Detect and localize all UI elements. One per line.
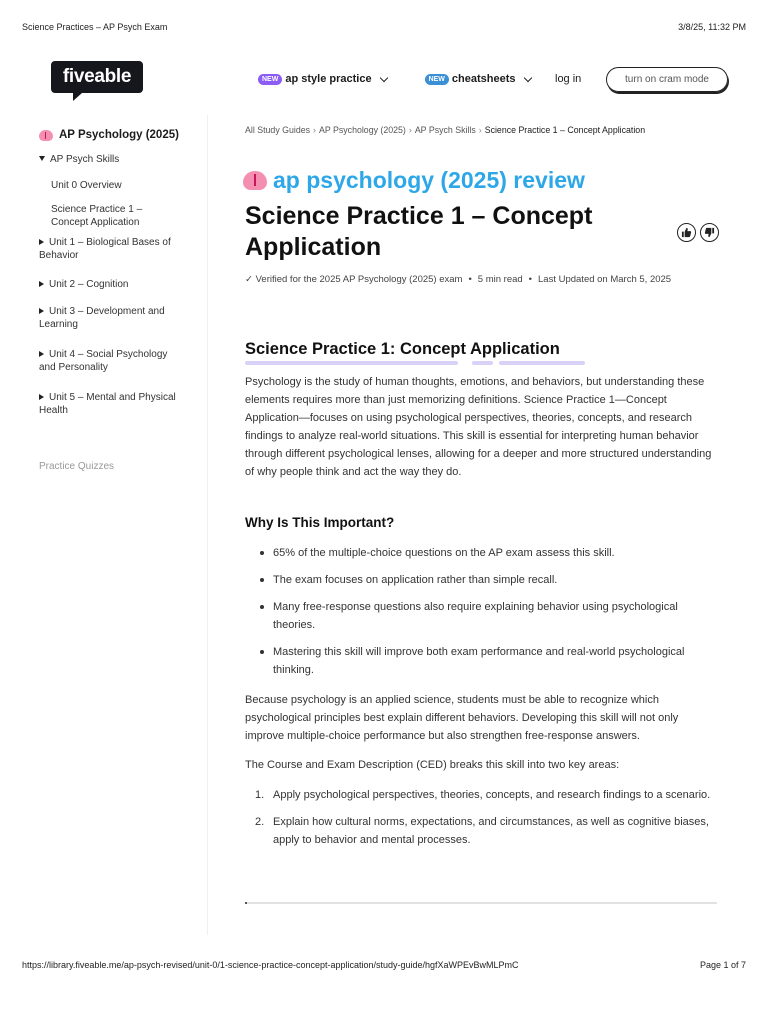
unit-label: Unit 3 – Development and Learning xyxy=(39,306,165,330)
breadcrumb xyxy=(245,125,717,135)
separator-dot: • xyxy=(468,274,472,285)
subheading-why-important: Why Is This Important? xyxy=(245,515,395,530)
brain-icon xyxy=(39,130,53,141)
list-item-text: Apply psychological perspectives, theories, concepts, and research findings to a scenario. xyxy=(273,789,711,801)
list-item xyxy=(255,786,717,804)
thumbs-down-icon xyxy=(704,227,715,238)
chevron-down-icon xyxy=(523,73,531,81)
section-label: AP Psych Skills xyxy=(50,154,120,165)
list-number: 1. xyxy=(255,789,265,801)
sidebar xyxy=(0,115,208,935)
list-item: The exam focuses on application rather than simple recall. xyxy=(259,571,717,589)
read-time: 5 min read xyxy=(477,274,523,285)
caret-right-icon xyxy=(39,351,44,357)
sidebar-course-title[interactable] xyxy=(39,129,179,141)
chevron-right-icon: › xyxy=(313,125,316,135)
print-url: https://library.fiveable.me/ap-psych-revised/unit-0/1-science-practice-concept-application/study-guide/hgfXaWPEvBwMLPmC xyxy=(22,960,519,970)
check-icon: ✓ xyxy=(245,274,253,285)
course-title-label: AP Psychology (2025) xyxy=(59,129,179,141)
section-divider xyxy=(245,902,717,904)
nav-ap-style-practice[interactable] xyxy=(258,73,387,85)
logo-text: fiveable xyxy=(62,66,132,87)
caret-down-icon xyxy=(39,156,45,161)
thumbs-down-button[interactable] xyxy=(700,223,719,242)
section-heading: Science Practice 1: Concept Application xyxy=(245,340,560,358)
new-badge: NEW xyxy=(425,74,449,85)
verified-text: Verified for the 2025 AP Psychology (2025) exam xyxy=(255,274,463,285)
breadcrumb-link[interactable]: AP Psychology (2025) xyxy=(318,125,406,135)
sidebar-item-science-practice-1[interactable]: Science Practice 1 – Concept Application xyxy=(51,204,143,228)
list-item xyxy=(255,813,717,849)
kicker-text: ap psychology (2025) review xyxy=(273,167,585,193)
chevron-down-icon xyxy=(379,73,387,81)
sidebar-item-unit-5[interactable] xyxy=(39,391,184,417)
cram-mode-button[interactable]: turn on cram mode xyxy=(606,67,728,92)
article xyxy=(245,125,717,846)
breadcrumb-current: Science Practice 1 – Concept Application xyxy=(484,125,646,135)
list-item-text: Explain how cultural norms, expectations, and circumstances, as well as cognitive biases, apply to behavior and mental processes. xyxy=(273,816,709,846)
ced-key-areas-list xyxy=(255,786,717,849)
fiveable-logo[interactable] xyxy=(51,61,143,93)
thumbs-up-button[interactable] xyxy=(677,223,696,242)
sidebar-section-ap-psych-skills[interactable] xyxy=(39,153,119,166)
caret-right-icon xyxy=(39,394,44,400)
sidebar-item-unit-1[interactable] xyxy=(39,236,184,262)
importance-list xyxy=(259,544,717,679)
sidebar-item-unit-2[interactable] xyxy=(39,278,184,291)
print-datetime: 3/8/25, 11:32 PM xyxy=(678,22,746,32)
new-badge: NEW xyxy=(258,74,282,85)
applied-science-paragraph: Because psychology is an applied science, students must be able to recognize which psychological principles best explain different behaviors. Developing this skill will not only improve multiple-choice performance but also strengthen free-response answers. xyxy=(245,694,679,742)
article-meta xyxy=(245,274,671,285)
caret-right-icon xyxy=(39,308,44,314)
list-item: Mastering this skill will improve both exam performance and real-world psychological thinking. xyxy=(259,643,717,679)
nav-cheatsheets[interactable] xyxy=(425,73,531,85)
separator-dot: • xyxy=(528,274,532,285)
print-page-number: Page 1 of 7 xyxy=(699,960,746,970)
unit-label: Unit 5 – Mental and Physical Health xyxy=(39,392,176,416)
unit-label: Unit 2 – Cognition xyxy=(49,279,129,290)
unit-label: Unit 1 – Biological Bases of Behavior xyxy=(39,237,171,261)
page-title: Science Practice 1 – Concept Application xyxy=(245,202,593,261)
caret-right-icon xyxy=(39,281,44,287)
breadcrumb-link[interactable]: All Study Guides xyxy=(245,125,311,135)
last-updated: Last Updated on March 5, 2025 xyxy=(538,274,672,285)
print-footer xyxy=(22,960,746,970)
print-title: Science Practices – AP Psych Exam xyxy=(22,22,168,32)
ced-paragraph: The Course and Exam Description (CED) breaks this skill into two key areas: xyxy=(245,759,620,771)
sidebar-item-unit-3[interactable] xyxy=(39,305,184,331)
intro-paragraph: Psychology is the study of human thoughts, emotions, and behaviors, but understanding these elements requires more than just memorizing definitions. Science Practice 1—Concept Application—focuses on using psychological perspectives, theories, concepts, and research findings to analyze real-world situations. This skill is essential for interpreting human behavior through different psychological lenses, allowing for a deeper and more structured understanding of why people think and act the way they do. xyxy=(245,376,712,478)
heading-underline xyxy=(245,361,585,366)
brain-icon xyxy=(243,171,267,190)
top-nav xyxy=(258,66,531,92)
unit-label: Unit 4 – Social Psychology and Personality xyxy=(39,349,168,373)
list-number: 2. xyxy=(255,816,265,828)
caret-right-icon xyxy=(39,239,44,245)
nav-label: ap style practice xyxy=(285,73,372,85)
list-item: Many free-response questions also require explaining behavior using psychological theories. xyxy=(259,598,717,634)
chevron-right-icon: › xyxy=(478,125,482,135)
login-link[interactable]: log in xyxy=(555,73,582,85)
sidebar-item-unit-4[interactable] xyxy=(39,348,184,374)
breadcrumb-link[interactable]: AP Psych Skills xyxy=(414,125,476,135)
thumbs-up-icon xyxy=(681,227,692,238)
print-header xyxy=(22,22,746,32)
chevron-right-icon: › xyxy=(408,125,412,135)
course-kicker[interactable] xyxy=(243,167,585,194)
sidebar-practice-quizzes[interactable]: Practice Quizzes xyxy=(39,461,115,472)
nav-label: cheatsheets xyxy=(451,73,516,85)
vote-buttons xyxy=(673,223,719,242)
sidebar-item-unit-0-overview[interactable]: Unit 0 Overview xyxy=(51,180,122,191)
list-item: 65% of the multiple-choice questions on the AP exam assess this skill. xyxy=(259,544,717,562)
